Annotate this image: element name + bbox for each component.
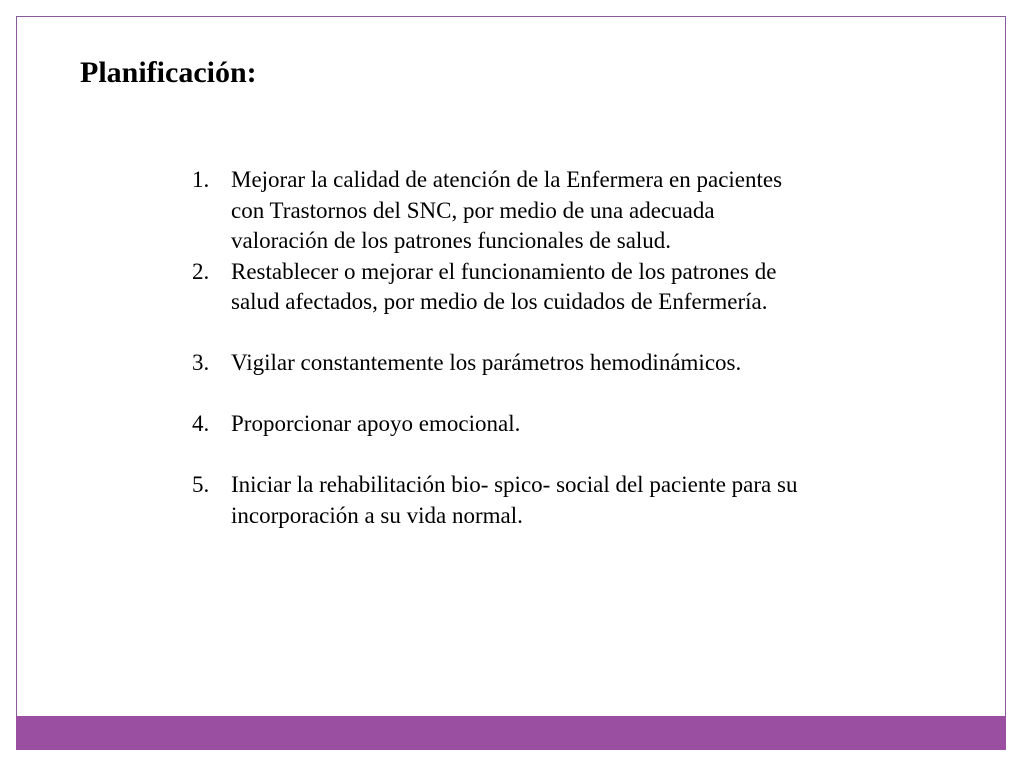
list-item-text: Restablecer o mejorar el funcionamiento de los patrones de salud afectados, por medio de los cuidados de Enfermería. [231, 258, 777, 314]
list-item [192, 348, 812, 379]
list-item-number: 4. [192, 411, 210, 436]
planning-list [192, 165, 812, 531]
list-item-number: 1. [192, 167, 210, 192]
list-item-number: 2. [192, 258, 210, 284]
list-item-text: Proporcionar apoyo emocional. [231, 411, 521, 436]
slide-title: Planificación: [80, 56, 257, 89]
footer-accent-bar [16, 716, 1006, 750]
list-item-text: Mejorar la calidad de atención de la Enfermera en pacientes con Trastornos del SNC, por medio de una adecuada valoración de los patrones funcionales de salud. [231, 167, 783, 253]
list-item [192, 409, 812, 440]
list-item [192, 257, 812, 318]
list-item-number: 3. [192, 350, 210, 375]
list-item-number: 5. [192, 472, 210, 497]
list-item-text: Vigilar constantemente los parámetros hemodinámicos. [231, 350, 742, 375]
list-item [192, 470, 812, 531]
list-item-text: Iniciar la rehabilitación bio- spico- social del paciente para su incorporación a su vida normal. [231, 472, 798, 528]
slide-frame [16, 16, 1006, 749]
list-item [192, 165, 812, 257]
